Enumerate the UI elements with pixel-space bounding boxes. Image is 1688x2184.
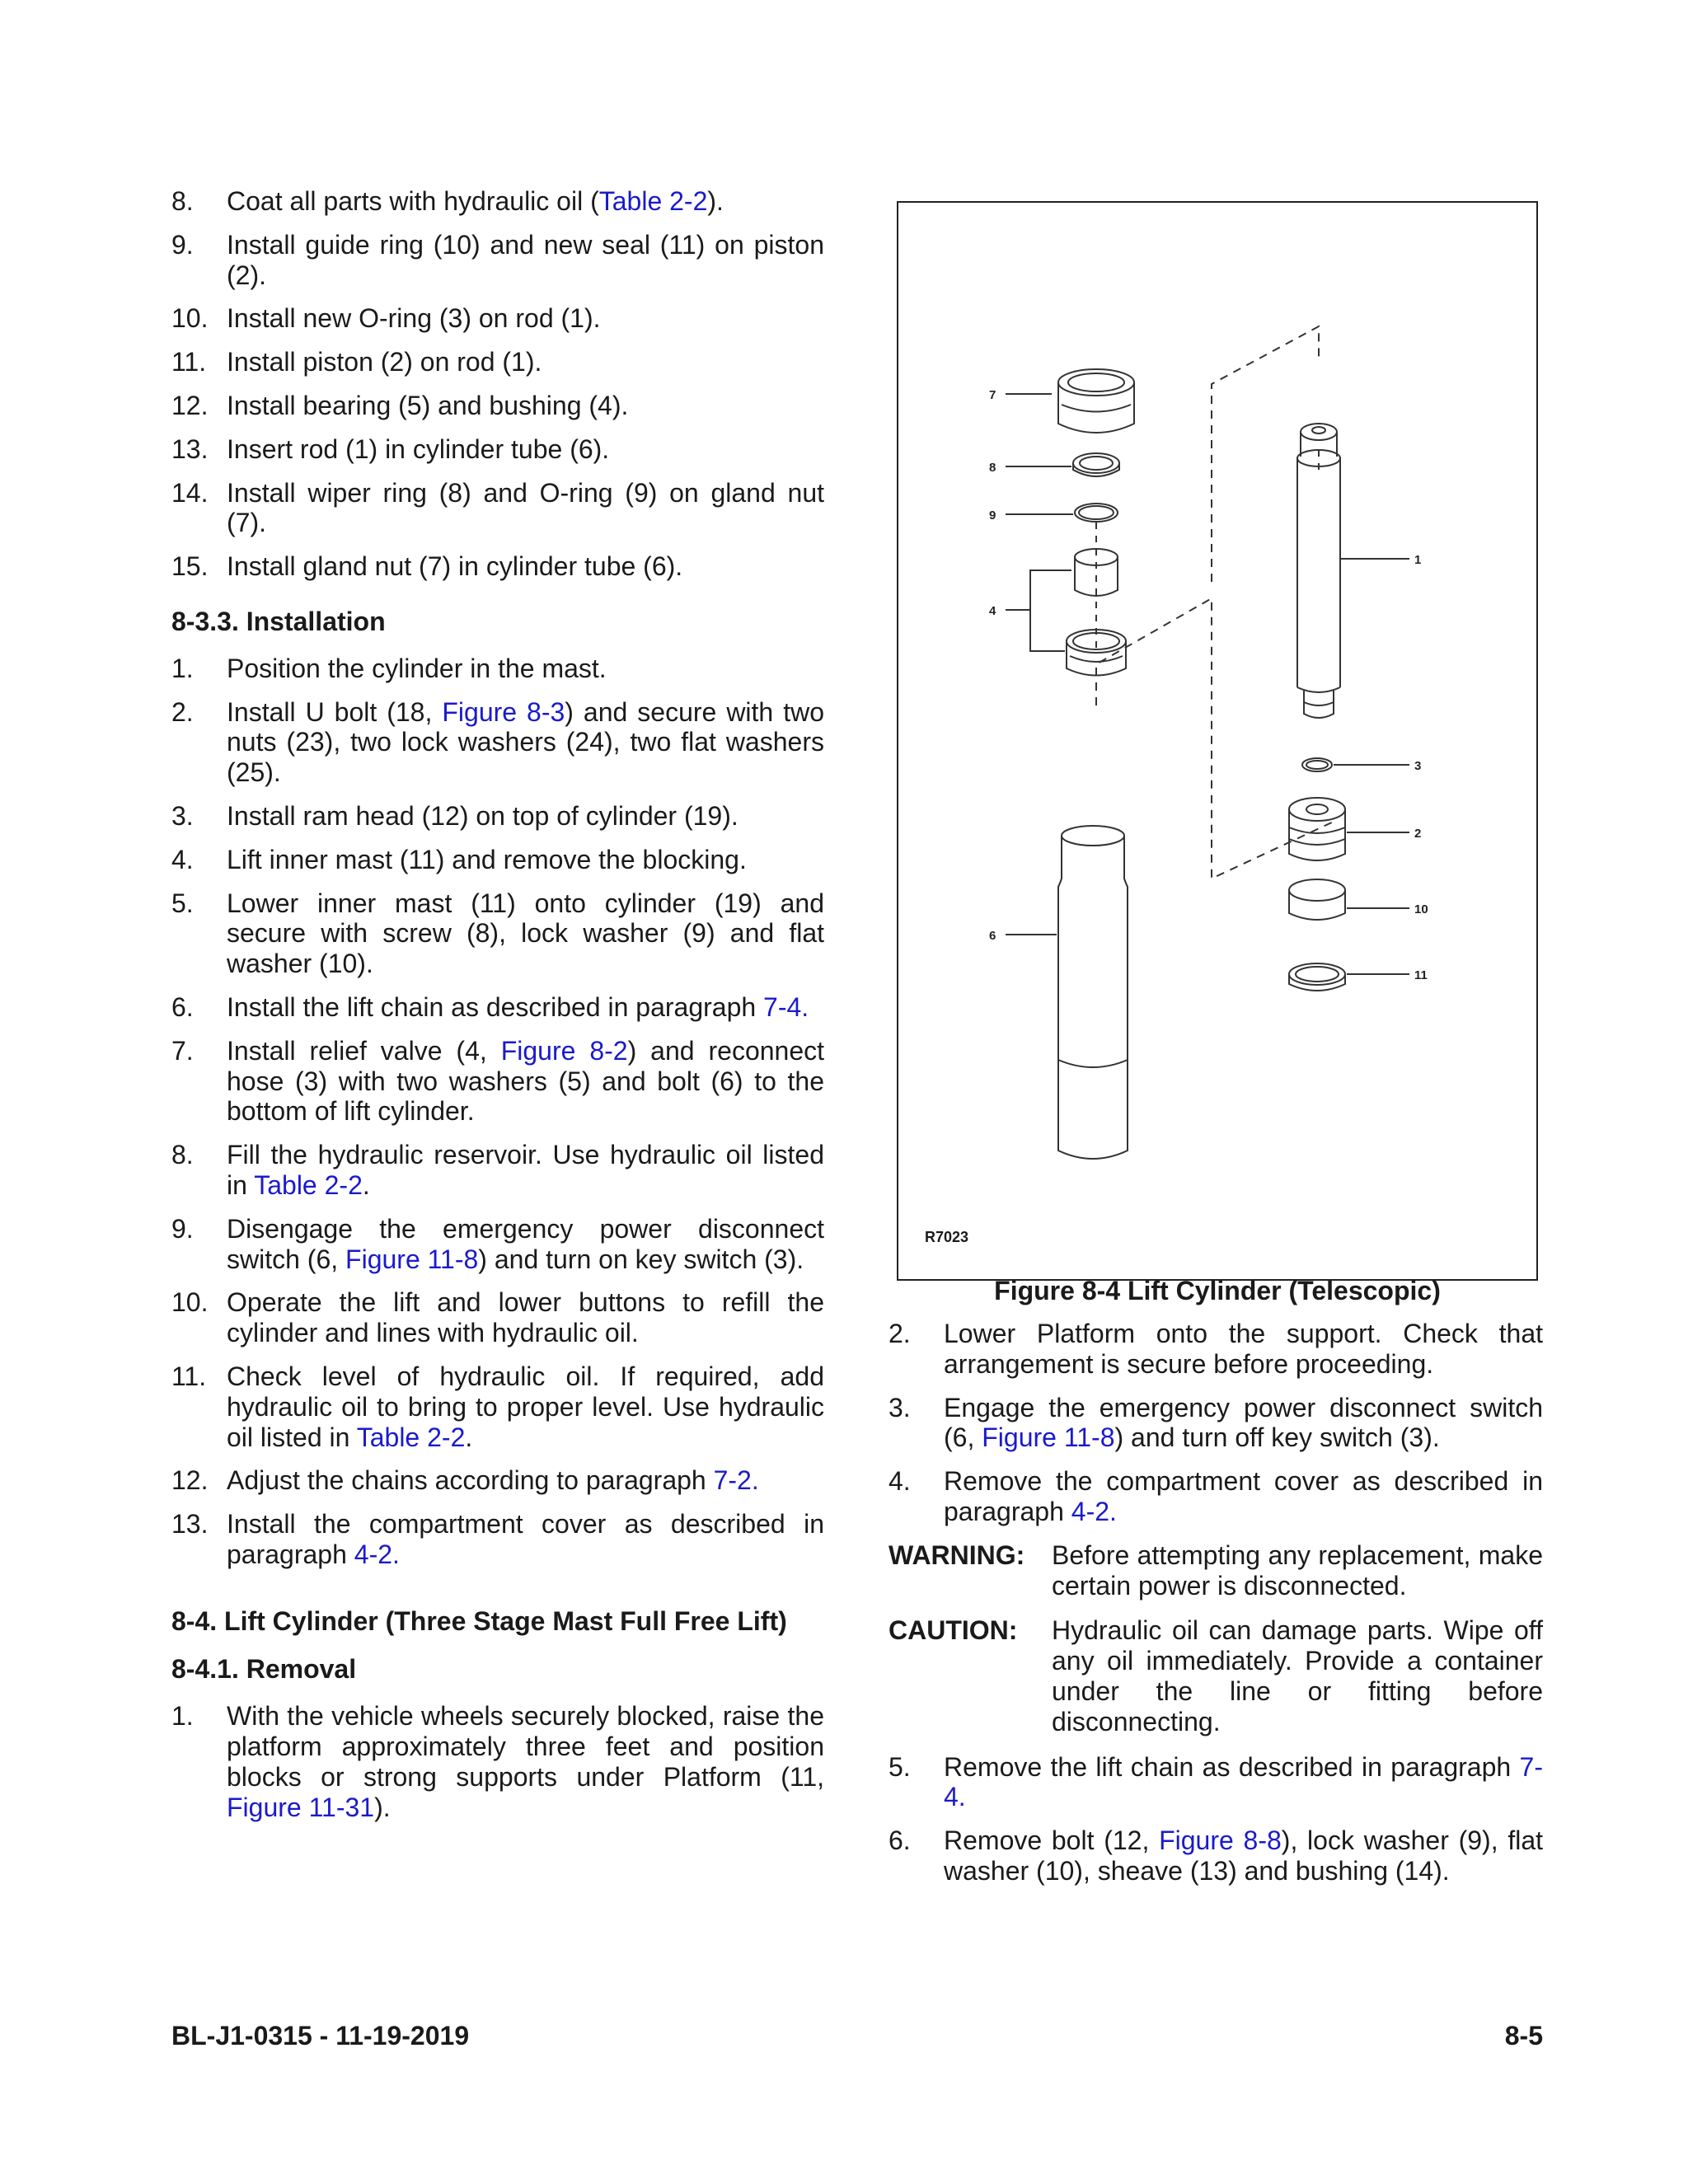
list-item: 5. Lower inner mast (11) onto cylinder (19) and secure with screw (8), lock washer (9) and flat washer (10). [171,888,824,979]
footer-doc-id: BL-J1-0315 - 11-19-2019 [171,2021,470,2050]
cross-reference-link[interactable]: Figure 8-2 [500,1035,628,1066]
list-item: 10. Operate the lift and lower buttons to refill the cylinder and lines with hydraulic oil. [171,1287,824,1348]
list-item: 2. Lower Platform onto the support. Check that arrangement is secure before proceeding. [889,1319,1543,1379]
step-number: 6. [889,1825,911,1856]
cross-reference-link[interactable]: Figure 8-3 [442,696,565,727]
cross-reference-link[interactable]: 7-4. [763,991,809,1022]
step-number: 3. [889,1392,911,1422]
list-item: 14. Install wiper ring (8) and O-ring (9) on gland nut (7). [171,477,824,538]
step-number: 2. [171,696,194,727]
list-item: 1. Position the cylinder in the mast. [171,653,607,683]
installation-steps [171,654,824,1570]
step-number: 12. [171,390,209,420]
cross-reference-link[interactable]: Table 2-2 [598,186,708,216]
installation-heading: 8-3.3. Installation [171,606,386,636]
list-item: 6. Remove bolt (12, Figure 8-8), lock washer (9), flat washer (10), sheave (13) and bushing (14). [889,1825,1544,1886]
step-number: 5. [171,888,194,918]
step-number: 9. [171,1213,194,1244]
list-item: 2. Install U bolt (18, Figure 8-3) and secure with two nuts (23), two lock washers (24), two flat washers (25). [171,696,825,788]
figure-frame [897,201,1538,1281]
list-item: 4. Remove the compartment cover as described in paragraph 4-2. [889,1466,1543,1526]
step-number: 9. [171,229,194,260]
step-number: 7. [171,1035,194,1066]
step-number: 10. [171,1287,209,1318]
step-number: 4. [171,844,194,874]
step-number: 5. [889,1751,911,1782]
cross-reference-link[interactable]: 7-2. [713,1465,759,1496]
step-number: 13. [171,1509,209,1540]
section-heading: 8-4. Lift Cylinder (Three Stage Mast Full Free Lift) [171,1605,787,1636]
footer-page-number: 8-5 [1504,2021,1543,2050]
warning-note [889,1540,1543,1601]
part-label-4: 4 [989,604,996,618]
part-label-2: 2 [1414,827,1422,841]
list-item: 10. Install new O-ring (3) on rod (1). [171,303,601,334]
list-item: 5. Remove the lift chain as described in paragraph 7-4. [889,1751,1543,1812]
list-item: 8. Fill the hydraulic reservoir. Use hydraulic oil listed in Table 2-2. [171,1140,824,1200]
list-item: 15. Install gland nut (7) in cylinder tube (6). [171,551,683,582]
caution-note [889,1615,1543,1736]
list-item: 7. Install relief valve (4, Figure 8-2) and reconnect hose (3) with two washers (5) and bolt (6) to the bottom of lift cylinder. [171,1035,825,1127]
part-label-10: 10 [1414,902,1428,916]
list-item: 9. Disengage the emergency power disconnect switch (6, Figure 11-8) and turn on key switch (3). [171,1213,824,1274]
removal-steps-final [889,1752,1543,1886]
step-number: 12. [171,1465,209,1496]
list-item: 12. Adjust the chains according to paragraph 7-2. [171,1465,759,1496]
step-number: 11. [171,1361,207,1391]
list-item: 3. Engage the emergency power disconnect switch (6, Figure 11-8) and turn off key switch (3). [889,1392,1543,1453]
step-number: 1. [171,653,194,683]
list-item: 11. Install piston (2) on rod (1). [171,347,542,377]
list-item: 12. Install bearing (5) and bushing (4). [171,390,629,420]
list-item: 13. Insert rod (1) in cylinder tube (6). [171,434,610,464]
warning-label: WARNING: [889,1540,1025,1570]
part-label-6: 6 [989,929,996,943]
cross-reference-link[interactable]: Table 2-2 [356,1422,466,1452]
list-item: 4. Lift inner mast (11) and remove the blocking. [171,844,747,874]
step-number: 8. [171,186,194,216]
cross-reference-link[interactable]: Table 2-2 [254,1169,363,1200]
step-number: 11. [171,347,207,377]
caution-label: CAUTION: [889,1615,1018,1646]
reassembly-steps [171,186,824,582]
step-number: 2. [889,1319,911,1348]
part-label-7: 7 [989,388,996,402]
list-item: 1. With the vehicle wheels securely blocked, raise the platform approximately three feet and position blocks or strong supports under Platform (11, Figure 11-31). [171,1701,824,1822]
list-item: 6. Install the lift chain as described in paragraph 7-4. [171,991,809,1022]
step-number: 4. [889,1466,911,1497]
cross-reference-link[interactable]: Figure 11-31 [227,1792,375,1822]
cross-reference-link[interactable]: 7-4. [944,1751,1543,1812]
step-number: 15. [171,551,209,582]
step-number: 1. [171,1701,194,1732]
list-item: 3. Install ram head (12) on top of cylinder (19). [171,800,738,831]
step-number: 8. [171,1140,194,1170]
step-number: 14. [171,477,209,508]
list-item: 9. Install guide ring (10) and new seal (11) on piston (2). [171,229,824,290]
cross-reference-link[interactable]: Figure 8-8 [1159,1825,1282,1856]
part-label-9: 9 [989,509,996,523]
figure-code: R7023 [925,1229,969,1246]
cross-reference-link[interactable]: Figure 11-8 [345,1244,479,1274]
list-item: 8. Coat all parts with hydraulic oil (Table 2-2). [171,186,724,216]
step-number: 3. [171,800,194,831]
part-label-3: 3 [1414,759,1422,773]
step-number: 13. [171,434,209,464]
step-number: 6. [171,991,194,1022]
lift-cylinder-diagram [898,203,1536,1279]
list-item: 13. Install the compartment cover as described in paragraph 4-2. [171,1509,824,1569]
cross-reference-link[interactable]: Figure 11-8 [982,1422,1115,1453]
part-label-8: 8 [989,461,996,475]
caution-text: Hydraulic oil can damage parts. Wipe off any oil immediately. Provide a container under the line or fitting before disconnecting. [1052,1615,1543,1736]
removal-heading: 8-4.1. Removal [171,1654,357,1685]
right-column [889,1319,1543,1900]
part-label-1: 1 [1414,553,1422,567]
removal-steps-continued [889,1319,1543,1527]
left-column [171,186,824,1835]
warning-text: Before attempting any replacement, make certain power is disconnected. [1052,1540,1543,1601]
list-item: 11. Check level of hydraulic oil. If required, add hydraulic oil to bring to proper level. Use hydraulic oil listed in Table 2-2. [171,1361,824,1452]
cross-reference-link[interactable]: 4-2. [1071,1496,1117,1526]
step-number: 10. [171,303,209,334]
part-label-11: 11 [1414,968,1428,982]
figure-caption: Figure 8-4 Lift Cylinder (Telescopic) [994,1276,1441,1305]
cross-reference-link[interactable]: 4-2. [354,1539,400,1569]
removal-steps [171,1701,824,1822]
